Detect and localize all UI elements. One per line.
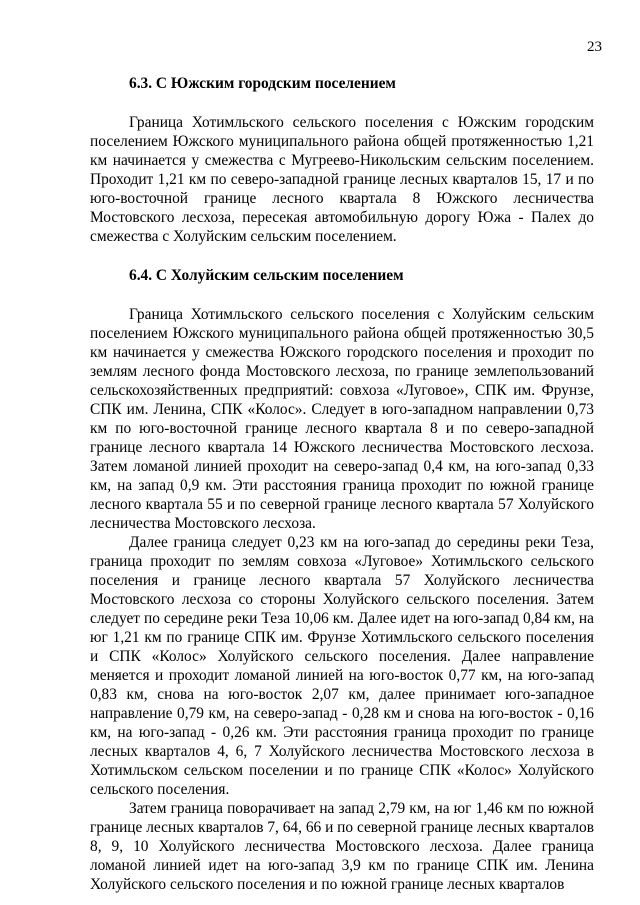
section-heading-6-4: 6.4. С Холуйским сельским поселением bbox=[129, 267, 404, 284]
document-body bbox=[90, 74, 594, 894]
paragraph: Граница Хотимльского сельского поселения с Холуйским сельским поселением Южского муниципального района общей протяженностью 30,5 км начинается у смежества Южского городского поселения и проходит по землям лесного фонда Мостовского лесхоза, по границе землепользований сельскохозяйственных предприятий: совхоза «Луговое», СПК им. Фрунзе, СПК им. Ленина, СПК «Колос». Следует в юго-западном направлении 0,73 км по юго-восточной границе лесного квартала 8 и по северо-западной границе лесного квартала 14 Южского лесничества Мостовского лесхоза. Затем ломаной линией проходит на северо-запад 0,4 км, на юго-запад 0,33 км, на запад 0,9 км. Эти расстояния граница проходит по южной границе лесного квартала 55 и по северной границе лесного квартала 57 Холуйского лесничества Мостовского лесхоза. bbox=[90, 306, 594, 532]
paragraph: Затем граница поворачивает на запад 2,79 км, на юг 1,46 км по южной границе лесных кварталов 7, 64, 66 и по северной границе лесных кварталов 8, 9, 10 Холуйского лесничества Мостовского лесхоза. Далее граница ломаной линией идет на юго-запад 3,9 км по границе СПК им. Ленина Холуйского сельского поселения и по южной границе лесных кварталов bbox=[90, 800, 594, 893]
page-number: 23 bbox=[587, 39, 602, 55]
paragraph: Далее граница следует 0,23 км на юго-запад до середины реки Теза, граница проходит по землям совхоза «Луговое» Хотимльского сельского поселения и границе лесного квартала 57 Холуйского лесничества Мостовского лесхоза со стороны Холуйского сельского поселения. Затем следует по середине реки Теза 10,06 км. Далее идет на юго-запад 0,84 км, на юг 1,21 км по границе СПК им. Фрунзе Хотимльского сельского поселения и СПК «Колос» Холуйского сельского поселения. Далее направление меняется и проходит ломаной линией на юго-восток 0,77 км, на юго-запад 0,83 км, снова на юго-восток 2,07 км, далее принимает юго-западное направление 0,79 км, на северо-запад - 0,28 км и снова на юго-восток - 0,16 км, на юго-запад - 0,26 км. Эти расстояния граница проходит по границе лесных кварталов 4, 6, 7 Холуйского лесничества Мостовского лесхоза в Хотимльском сельском поселении и по границе СПК «Колос» Холуйского сельского поселения. bbox=[90, 534, 594, 798]
section-heading-6-3: 6.3. С Южским городским поселением bbox=[129, 75, 396, 92]
paragraph: Граница Хотимльского сельского поселения с Южским городским поселением Южского муниципального района общей протяженностью 1,21 км начинается у смежества с Мугреево-Никольским сельским поселением. Проходит 1,21 км по северо-западной границе лесных кварталов 15, 17 и по юго-восточной границе лесного квартала 8 Южского лесничества Мостовского лесхоза, пересекая автомобильную дорогу Южа - Палех до смежества с Холуйским сельским поселением. bbox=[90, 114, 594, 245]
